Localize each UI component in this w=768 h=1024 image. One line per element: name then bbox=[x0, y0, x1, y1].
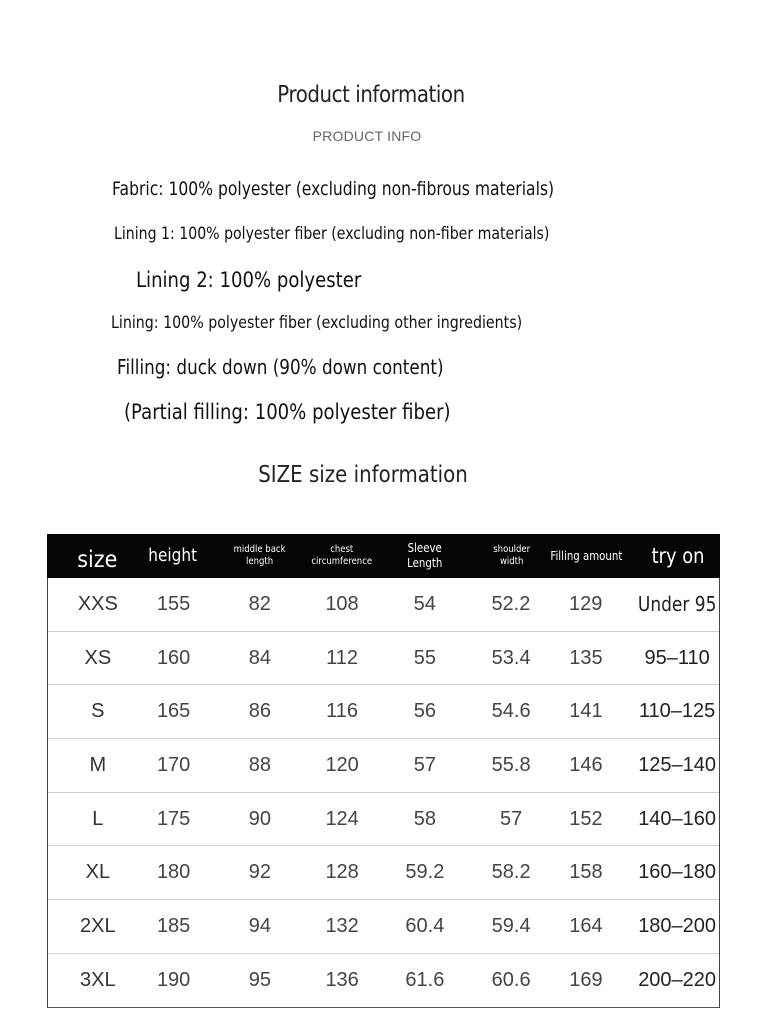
size-table-header bbox=[47, 534, 720, 578]
cell-size: XL bbox=[85, 861, 111, 884]
cell-back-length: 88 bbox=[248, 753, 271, 776]
cell-size: 2XL bbox=[80, 914, 116, 937]
cell-filling: 129 bbox=[568, 592, 603, 615]
cell-height: 170 bbox=[156, 753, 191, 776]
cell-chest: 108 bbox=[325, 592, 359, 615]
cell-height: 185 bbox=[156, 914, 191, 937]
cell-back-length: 92 bbox=[248, 861, 271, 884]
header-shoulder-width bbox=[486, 544, 537, 569]
table-row bbox=[48, 793, 719, 847]
cell-sleeve: 58 bbox=[413, 807, 436, 830]
header-height-label: height bbox=[148, 544, 198, 566]
cell-chest: 120 bbox=[325, 753, 359, 776]
table-row bbox=[48, 954, 719, 1008]
cell-chest: 132 bbox=[325, 914, 359, 937]
header-sleeve-line-2: Length bbox=[407, 556, 443, 570]
lining-line: Lining: 100% polyester fiber (excluding other ingredients) bbox=[111, 313, 523, 333]
cell-sleeve: 59.2 bbox=[405, 861, 445, 884]
cell-filling: 158 bbox=[569, 861, 603, 884]
header-middle-back-line-1: middle back bbox=[233, 543, 286, 555]
filling-line: Filling: duck down (90% down content) bbox=[117, 355, 444, 379]
cell-back-length: 94 bbox=[248, 914, 271, 937]
size-table-body bbox=[47, 578, 720, 1008]
cell-size: 3XL bbox=[80, 968, 116, 991]
cell-chest: 124 bbox=[325, 807, 359, 830]
header-try-on bbox=[636, 543, 720, 569]
cell-shoulder: 58.2 bbox=[491, 861, 531, 884]
cell-shoulder: 59.4 bbox=[491, 914, 531, 937]
cell-size: L bbox=[92, 807, 104, 830]
cell-height: 180 bbox=[156, 861, 191, 884]
cell-sleeve: 60.4 bbox=[405, 914, 445, 937]
cell-try-on: 180–200 bbox=[638, 914, 717, 937]
header-filling-amount bbox=[537, 549, 636, 564]
header-middle-back-length-label bbox=[234, 544, 286, 569]
cell-sleeve: 56 bbox=[413, 700, 436, 723]
cell-try-on bbox=[635, 592, 719, 616]
cell-chest: 136 bbox=[325, 968, 359, 991]
header-chest-line-1: chest bbox=[330, 543, 354, 555]
header-chest-label bbox=[312, 544, 373, 569]
cell-filling: 164 bbox=[569, 914, 603, 937]
cell-filling: 152 bbox=[569, 807, 603, 830]
cell-height: 165 bbox=[156, 700, 191, 723]
cell-size: XS bbox=[84, 646, 112, 669]
cell-size: XXS bbox=[77, 592, 118, 615]
cell-filling: 146 bbox=[569, 753, 603, 776]
size-info-title: SIZE size information bbox=[258, 462, 468, 488]
cell-back-length: 95 bbox=[248, 968, 271, 991]
header-sleeve-label bbox=[407, 541, 442, 571]
cell-shoulder: 55.8 bbox=[491, 753, 531, 776]
cell-sleeve: 61.6 bbox=[405, 968, 445, 991]
header-sleeve-line-1: Sleeve bbox=[407, 541, 443, 555]
cell-back-length: 84 bbox=[248, 646, 271, 669]
table-row bbox=[48, 739, 719, 793]
header-shoulder-line-2: width bbox=[499, 556, 524, 567]
cell-try-on: 160–180 bbox=[638, 861, 717, 884]
header-chest-circumference bbox=[311, 543, 373, 569]
cell-try-on: 125–140 bbox=[638, 753, 717, 776]
fabric-line: Fabric: 100% polyester (excluding non-fibrous materials) bbox=[112, 178, 555, 200]
partial-filling-line: (Partial filling: 100% polyester fiber) bbox=[124, 400, 451, 424]
cell-chest: 112 bbox=[326, 646, 359, 669]
table-row bbox=[48, 846, 719, 900]
cell-shoulder: 60.6 bbox=[491, 968, 531, 991]
cell-height: 175 bbox=[156, 807, 191, 830]
table-row bbox=[48, 900, 719, 954]
table-row bbox=[48, 685, 719, 739]
header-height bbox=[147, 545, 199, 568]
header-size bbox=[47, 538, 147, 575]
table-row bbox=[48, 632, 719, 686]
cell-sleeve: 55 bbox=[413, 646, 436, 669]
cell-back-length: 82 bbox=[248, 592, 271, 615]
header-chest-line-2: circumference bbox=[311, 556, 373, 567]
cell-filling: 135 bbox=[569, 646, 603, 669]
cell-back-length: 86 bbox=[248, 700, 271, 723]
cell-shoulder: 57 bbox=[500, 807, 523, 830]
header-try-on-label: try on bbox=[651, 543, 705, 568]
header-size-label: size bbox=[76, 546, 118, 573]
header-sleeve-length bbox=[364, 541, 486, 571]
cell-sleeve: 57 bbox=[413, 753, 436, 776]
cell-size: S bbox=[91, 700, 105, 723]
cell-try-on: 110–125 bbox=[638, 700, 716, 723]
cell-shoulder: 54.6 bbox=[491, 700, 531, 723]
cell-try-on: 200–220 bbox=[638, 968, 717, 991]
cell-shoulder: 53.4 bbox=[491, 646, 531, 669]
cell-height: 155 bbox=[156, 592, 191, 615]
header-middle-back-line-2: length bbox=[245, 556, 274, 567]
cell-height: 160 bbox=[156, 646, 191, 669]
cell-shoulder: 52.2 bbox=[491, 592, 531, 615]
size-table bbox=[47, 534, 720, 1008]
header-shoulder-line-1: shoulder bbox=[493, 543, 530, 555]
cell-back-length: 90 bbox=[248, 807, 271, 830]
lining-1-line: Lining 1: 100% polyester fiber (excluding non-fiber materials) bbox=[114, 224, 550, 244]
cell-sleeve: 54 bbox=[413, 592, 436, 615]
product-info-subtitle: PRODUCT INFO bbox=[312, 128, 422, 144]
cell-height: 190 bbox=[156, 968, 191, 991]
cell-filling: 141 bbox=[569, 700, 603, 723]
lining-2-line: Lining 2: 100% polyester bbox=[136, 268, 362, 292]
header-shoulder-label bbox=[493, 544, 530, 569]
cell-try-on-text: Under 95 bbox=[637, 592, 717, 617]
cell-filling: 169 bbox=[569, 968, 603, 991]
product-info-title: Product information bbox=[277, 82, 465, 108]
cell-chest: 116 bbox=[326, 700, 359, 723]
table-row bbox=[48, 578, 719, 632]
cell-size: M bbox=[89, 753, 107, 776]
cell-try-on: 140–160 bbox=[638, 807, 717, 830]
header-filling-amount-label: Filling amount bbox=[550, 548, 623, 563]
header-middle-back-length bbox=[199, 544, 320, 569]
cell-try-on: 95–110 bbox=[644, 646, 710, 669]
cell-chest: 128 bbox=[325, 861, 359, 884]
